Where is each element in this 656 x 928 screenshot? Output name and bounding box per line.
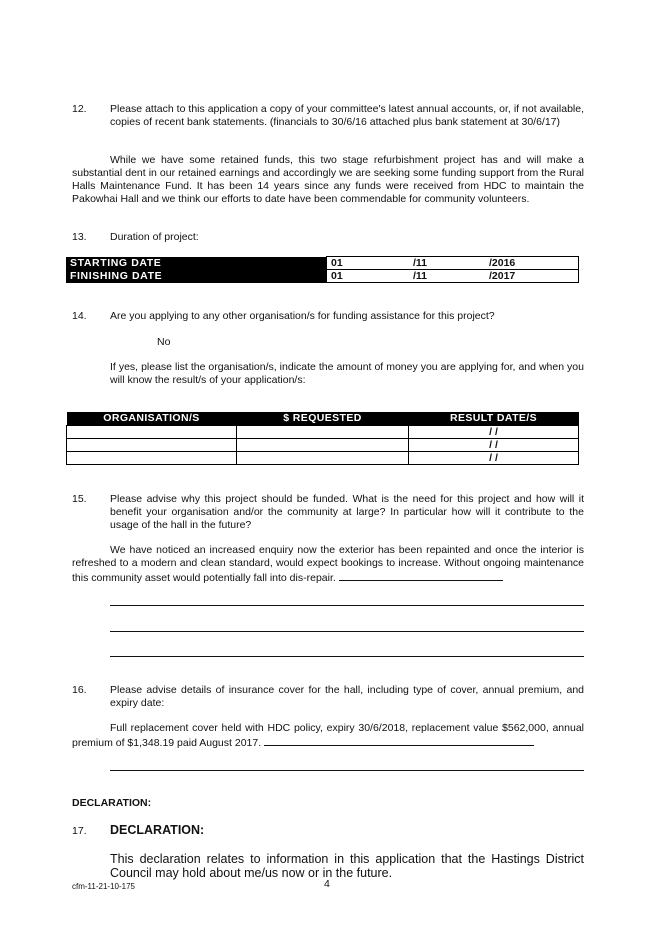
q15-answer-line[interactable]: [110, 631, 584, 632]
q16-question: Please advise details of insurance cover for the hall, including type of cover, annual premium, and expiry date:: [110, 684, 584, 709]
starting-date-label: STARTING DATE: [66, 257, 327, 270]
table-row: [67, 452, 579, 465]
q16-number: 16.: [72, 684, 87, 696]
q14-followup: If yes, please list the organisation/s, indicate the amount of money you are applying for, and when you will know the result/s of your application/s:: [110, 361, 584, 386]
q12-question: Please attach to this application a copy of your committee's latest annual accounts, or, if not available, copies of recent bank statements. (financials to 30/6/16 attached plus bank statement at 30/6/17): [110, 103, 584, 128]
q15-answer-text: We have noticed an increased enquiry now the exterior has been repainted and once the interior is refreshed to a modern and clean standard, would expect bookings to increase. Without ongoing maintenance this community asset would potentially fall into dis-repair.: [72, 544, 584, 584]
funding-table-header: [67, 412, 579, 426]
finishing-date-row: [66, 270, 579, 283]
header-organisation: ORGANISATION/S: [67, 412, 237, 426]
q15-answer-blank[interactable]: [339, 570, 503, 581]
starting-date-month: /11: [413, 257, 428, 269]
q16-answer-blank[interactable]: [264, 735, 534, 746]
q17-number: 17.: [72, 825, 87, 837]
q16-answer-line[interactable]: [110, 770, 584, 771]
q15-number: 15.: [72, 493, 87, 505]
org-cell[interactable]: [67, 426, 237, 439]
org-cell[interactable]: [67, 452, 237, 465]
q14-answer: No: [157, 336, 171, 348]
declaration-heading: DECLARATION:: [72, 797, 152, 809]
result-date-cell[interactable]: / /: [409, 439, 579, 452]
q15-question: Please advise why this project should be funded. What is the need for this project and how will it benefit your organisation and/or the community at large? In particular how will it contribute to the usage of the hall in the future?: [110, 493, 584, 531]
q15-answer-line[interactable]: [110, 605, 584, 606]
q14-number: 14.: [72, 310, 87, 322]
form-code: cfm-11-21-10-175: [72, 882, 135, 891]
finishing-date-label: FINISHING DATE: [66, 270, 327, 283]
q15-answer-line[interactable]: [110, 656, 584, 657]
finishing-date-year: /2017: [489, 270, 516, 282]
starting-date-day: 01: [331, 257, 343, 269]
q14-question: Are you applying to any other organisation/s for funding assistance for this project?: [110, 310, 495, 322]
requested-cell[interactable]: [237, 426, 409, 439]
starting-date-row: [66, 257, 579, 270]
org-cell[interactable]: [67, 439, 237, 452]
requested-cell[interactable]: [237, 439, 409, 452]
q12-answer-text: While we have some retained funds, this two stage refurbishment project has and will make a substantial dent in our retained earnings and accordingly we are seeking some funding support from the Rural Halls Maintenance Fund. It has been 14 years since any funds were received from HDC to maintain the Pakowhai Hall and we think our efforts to date have been commendable for community volunteers.: [72, 154, 584, 205]
project-dates-table: [66, 256, 579, 283]
starting-date-value[interactable]: [327, 257, 579, 270]
q15-answer: [72, 544, 584, 585]
q13-question: Duration of project:: [110, 231, 199, 243]
header-requested: $ REQUESTED: [237, 412, 409, 426]
result-date-cell[interactable]: / /: [409, 426, 579, 439]
requested-cell[interactable]: [237, 452, 409, 465]
starting-date-year: /2016: [489, 257, 516, 269]
q12-number: 12.: [72, 103, 87, 115]
table-row: [67, 426, 579, 439]
q12-answer: [72, 154, 584, 206]
q16-answer: [72, 722, 584, 750]
q16-answer-text: Full replacement cover held with HDC policy, expiry 30/6/2018, replacement value $562,000, annual premium of $1,348.19 paid August 2017.: [72, 722, 584, 749]
declaration-title: DECLARATION:: [110, 823, 205, 837]
funding-organisations-table: [66, 412, 579, 465]
result-date-cell[interactable]: / /: [409, 452, 579, 465]
finishing-date-month: /11: [413, 270, 428, 282]
page-number: 4: [324, 878, 330, 890]
declaration-text: This declaration relates to information in this application that the Hastings District Council may hold about me/us now or in the future.: [110, 852, 584, 880]
finishing-date-value[interactable]: [327, 270, 579, 283]
finishing-date-day: 01: [331, 270, 343, 282]
q13-number: 13.: [72, 231, 87, 243]
header-result-date: RESULT DATE/S: [409, 412, 579, 426]
table-row: [67, 439, 579, 452]
